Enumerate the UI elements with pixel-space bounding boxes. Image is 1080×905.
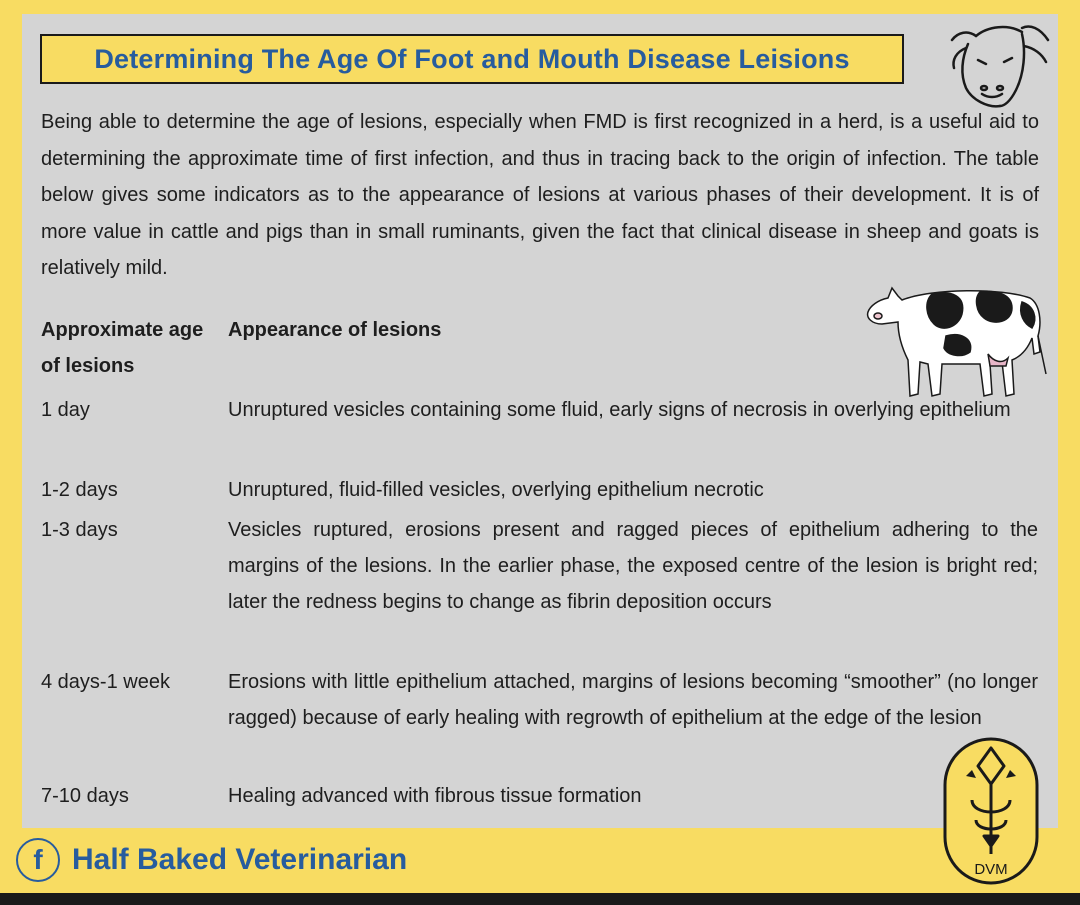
- header-appearance: Appearance of lesions: [228, 319, 442, 341]
- page-title: Determining The Age Of Foot and Mouth Disease Leisions: [94, 43, 850, 74]
- header-age: Approximate age of lesions: [41, 319, 204, 377]
- intro-paragraph: Being able to determine the age of lesions, especially when FMD is first recognized in a herd, is a useful aid to determining the approximate time of first infection, and thus in tracing back to the origin of infection. The table below gives some indicators as to the appearance of lesions at various phases of their development. It is of more value in cattle and pigs than in small ruminants, given the fact that clinical disease in sheep and goats is relatively mild.: [41, 111, 1039, 279]
- row-4-age: 4 days-1 week: [41, 671, 170, 693]
- footer-brand[interactable]: [16, 838, 407, 882]
- title-box: [40, 34, 904, 84]
- row-1-appearance: Unruptured vesicles containing some fluid, early signs of necrosis in overlying epithelium: [228, 399, 1011, 421]
- dvm-logo: [942, 736, 1040, 886]
- brand-name: Half Baked Veterinarian: [72, 843, 408, 876]
- row-3-age: 1-3 days: [41, 519, 118, 541]
- row-5-age: 7-10 days: [41, 785, 129, 807]
- row-2-appearance: Unruptured, fluid-filled vesicles, overlying epithelium necrotic: [228, 479, 764, 501]
- logo-text: DVM: [974, 861, 1008, 878]
- cow-head-illustration: [938, 18, 1050, 114]
- row-1-age: 1 day: [41, 399, 90, 421]
- facebook-icon[interactable]: f: [16, 838, 60, 882]
- row-2-age: 1-2 days: [41, 479, 118, 501]
- row-4-appearance: Erosions with little epithelium attached, margins of lesions becoming “smoother” (no longer ragged) because of early healing with regrowth of epithelium at the edge of the lesion: [228, 671, 1038, 729]
- row-5-appearance: Healing advanced with fibrous tissue formation: [228, 785, 642, 807]
- row-3-appearance: Vesicles ruptured, erosions present and ragged pieces of epithelium adhering to the margins of the lesions. In the earlier phase, the exposed centre of the lesion is bright red; later the redness begins to change as fibrin deposition occurs: [228, 519, 1038, 613]
- bottom-bar: [0, 893, 1080, 905]
